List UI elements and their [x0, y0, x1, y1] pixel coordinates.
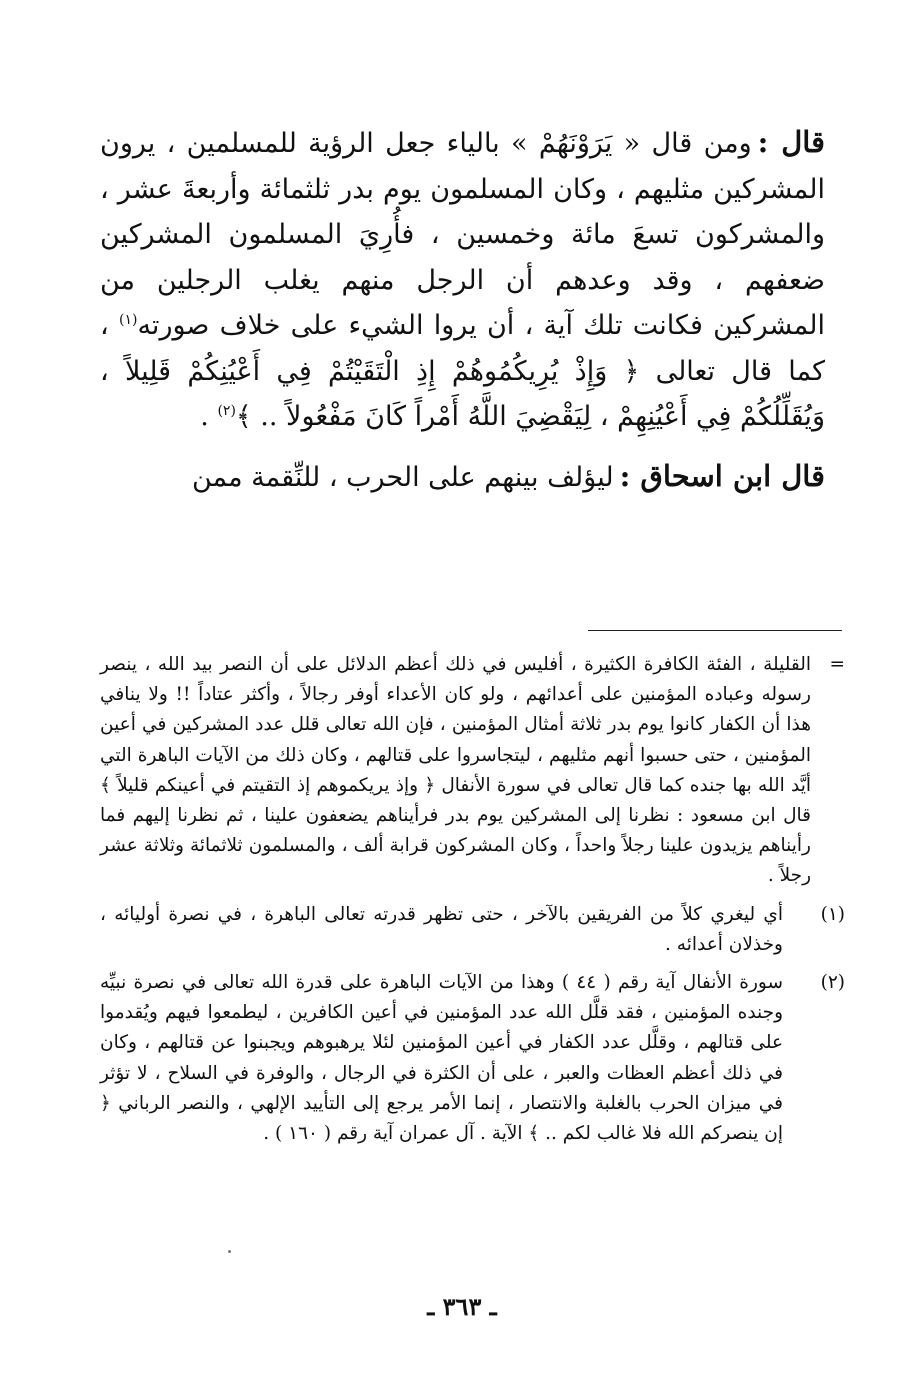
speaker-label: قال ابن اسحاق : — [619, 458, 825, 493]
main-text-block — [100, 120, 825, 500]
footnote-separator — [588, 630, 842, 631]
paragraph-1-end: . — [200, 401, 209, 432]
print-speck — [228, 1250, 231, 1253]
footnotes — [100, 650, 845, 1149]
paragraph-1-quran-quote: ، كما قال تعالى ﴿ وَإِذْ يُرِيكُمُوهُمْ إِذِ الْتَقَيْتُمْ فِي أَعْيُنِكُمْ قَلِيلاً ، وَيُقَلِّلُكُمْ فِي أَعْيُنِهِمْ ، لِيَقْضِيَ اللَّهُ أَمْراً كَانَ مَفْعُولاً .. ﴾ — [100, 310, 825, 432]
speaker-label: قال : — [757, 125, 825, 159]
paragraph-2-text: ليؤلف بينهم على الحرب ، للنِّقمة ممن — [191, 461, 614, 493]
footnote-ref-1[interactable]: (١) — [118, 312, 138, 328]
footnote-text: أي ليغري كلاً من الفريقين بالآخر ، حتى تظهر قدرته تعالى الباهرة ، في نصرة أوليائه ، وخذلان أعدائه . — [100, 903, 783, 955]
paragraph-1 — [100, 120, 825, 440]
footnote-ref-2[interactable]: (٢) — [217, 403, 236, 419]
footnote-2 — [100, 968, 845, 1149]
page-number: ـ ٣٦٣ ـ — [427, 1292, 497, 1321]
footnote-1 — [100, 900, 845, 960]
footnote-number: (١) — [820, 903, 845, 925]
continuation-mark: = — [829, 654, 845, 675]
paragraph-1-text: ومن قال « يَرَوْنَهُمْ » بالياء جعل الرؤية للمسلمين ، يرون المشركين مثليهم ، وكان المسلمون يوم بدر ثلثمائة وأربعةَ عشر ، والمشركون تسعَ مائة وخمسين ، فأُرِيَ المسلمون المشركين ضعفهم ، وقد وعدهم أن الرجل منهم يغلب الرجلين من المشركين فكانت تلك آية ، أن يروا الشيء على خلاف صورته — [100, 128, 825, 341]
footnote-text: سورة الأنفال آية رقم ( ٤٤ ) وهذا من الآيات الباهرة على قدرة الله تعالى في نصرة نبيِّه وجنده المؤمنين ، فقد قلَّل الله عدد المؤمنين في أعين الكافرين ، ليطمعوا فيهم ويُقدموا على قتالهم ، وقلَّل عدد الكفار في أعين المؤمنين لئلا يرهبوهم ويجبنوا عن قتالهم ، وكان في ذلك أعظم العظات والعبر ، على أن الكثرة في الرجال ، والوفرة في السلاح ، لا تؤثر في ميزان الحرب بالغلبة والانتصار ، إنما الأمر يرجع إلى التأييد الإلهي ، والنصر الرباني ﴿ إن ينصركم الله فلا غالب لكم .. ﴾ الآية . آل عمران آية رقم ( ١٦٠ ) . — [100, 972, 783, 1145]
paragraph-2 — [100, 454, 825, 501]
footnote-continuation-text: القليلة ، الفئة الكافرة الكثيرة ، أفليس في ذلك أعظم الدلائل على أن النصر بيد الله ، ينصر رسوله وعباده المؤمنين على أعدائهم ، ولو كان الأعداء أوفر رجالاً ، وأكثر عتاداً !! ولا ينافي هذا أن الكفار كانوا يوم بدر ثلاثة أمثال المؤمنين ، فإن الله تعالى قلل عدد المشركين في أعين المؤمنين ، حتى حسبوا أنهم مثليهم ، ليتجاسروا على قتالهم ، وكان ذلك من الآيات الباهرة التي أيَّد الله بها جنده كما قال تعالى في سورة الأنفال ﴿ وإذ يريكموهم إذ التقيتم في أعينكم قليلاً ﴾ قال ابن مسعود : نظرنا إلى المشركين يوم بدر فرأيناهم يضعفون علينا ، ثم نظرنا إليهم فما رأيناهم يزيدون علينا رجلاً واحداً ، وكان المشركون قرابة ألف ، والمسلمون ثلاثمائة وثلاثة عشر رجلاً . — [100, 654, 811, 887]
footnote-continuation — [100, 650, 845, 892]
footnote-number: (٢) — [820, 972, 845, 994]
